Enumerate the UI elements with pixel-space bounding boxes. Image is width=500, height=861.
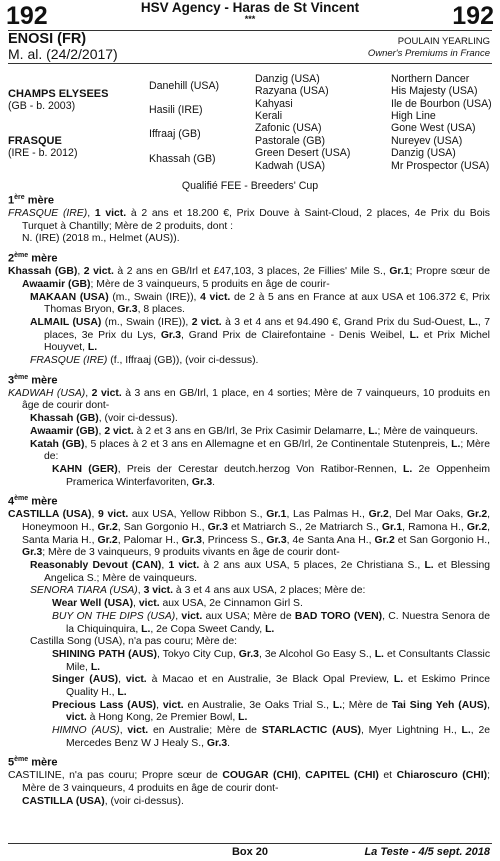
produce-khassah: Khassah (GB), (voir ci-dessus). <box>30 413 178 425</box>
produce-castilla-song: Castilla Song (USA), n'a pas couru; Mère de: <box>30 636 238 648</box>
produce-singer: Singer (AUS), vict. à Macao et en Australie, 3e Black Opal Preview, L. et Eskimo Prince Quality H., L. <box>52 674 491 698</box>
pedigree-gen4: Danzig (USA) <box>391 147 456 159</box>
pedigree-sire-info: (GB - b. 2003) <box>8 100 76 112</box>
consignor-name: HSV Agency - Haras de St Vincent <box>140 0 360 15</box>
produce-awaamir: Awaamir (GB), 2 vict. à 2 et 3 ans en GB/Irl, 3e Prix Casimir Delamarre, L.; Mère de vainqueurs. <box>30 425 478 437</box>
produce-makaan: MAKAAN (USA) (m., Swain (IRE)), 4 vict. de 2 à 5 ans en France at aux USA et 106.372 €, Prix Thomas Bryon, Gr.3, 8 places. <box>30 291 490 316</box>
produce-katah: Katah (GB), 5 places à 2 et 3 ans en Allemagne et en GB/Irl, 2e Continentale Stutenpreis, L.; Mère de: <box>30 438 491 463</box>
produce-reasonably-devout: Reasonably Devout (CAN), 1 vict. à 2 ans aux USA, 5 places, 2e Christiana S., L. et Blessing Angelica S.; Mère de vainqueurs. <box>30 560 491 584</box>
pedigree-gen3: Razyana (USA) <box>255 85 329 97</box>
consignor-stars: *** <box>244 14 256 25</box>
pedigree-gen4: Mr Prospector (USA) <box>391 160 490 172</box>
lot-number-right: 192 <box>452 2 494 30</box>
pedigree-gen4: Gone West (USA) <box>391 122 476 134</box>
first-dam-title: 1ère mère <box>8 194 54 207</box>
produce-frasque: FRASQUE (IRE) (f., Iffraaj (GB)), (voir ci-dessus). <box>30 355 259 366</box>
box-number: Box 20 <box>231 845 269 858</box>
pedigree-top-rule <box>8 63 492 64</box>
pedigree-gen4: Ile de Bourbon (USA) <box>391 98 492 110</box>
produce-shining-path: SHINING PATH (AUS), Tokyo City Cup, Gr.3, 3e Alcohol Go Easy S., L. et Consultants Classic Mile, L. <box>52 648 491 673</box>
pedigree-dam: FRASQUE <box>8 135 62 147</box>
first-dam-text: FRASQUE (IRE), 1 vict. à 2 ans et 18.200 €, Prix Douve à Saint-Cloud, 2 places, 4e Prix du Bois Turquet à Chantilly; Mère de 2 produits, dont : N. (IRE) (2018 m., Helmet (AUS)). <box>8 208 490 245</box>
pedigree-gen3: Kadwah (USA) <box>255 160 326 172</box>
premiums-note: Owner's Premiums in France <box>367 48 490 59</box>
produce-precious-lass: Precious Lass (AUS), vict. en Australie, 3e Oaks Trial S., L.; Mère de Tai Sing Yeh (AUS), vict. à Hong Kong, 2e Premier Bowl, L. <box>52 699 490 724</box>
horse-name: ENOSI (FR) <box>8 31 87 47</box>
produce-buy-on-the-dips: BUY ON THE DIPS (USA), vict. aux USA; Mère de BAD TORO (VEN), C. Nuestra Senora de la Chiquinquira, L., 2e Copa Sweet Candy, L. <box>52 610 490 635</box>
lot-number-left: 192 <box>6 2 48 30</box>
fifth-dam-text: CASTILINE, n'a pas couru; Propre sœur de COUGAR (CHI), CAPITEL (CHI) et Chiaroscuro (CHI); Mère de 3 vainqueurs, 4 produits en âge de courir dont- CASTILLA (USA), (voir ci-dessus). <box>8 770 491 807</box>
produce-wear-well: Wear Well (USA), vict. aux USA, 2e Cinnamon Girl S. <box>52 598 303 610</box>
pedigree-gen4: Northern Dancer <box>391 73 470 85</box>
pedigree-gen2: Hasili (IRE) <box>149 104 203 116</box>
fourth-dam-text: CASTILLA (USA), 9 vict. aux USA, Yellow Ribbon S., Gr.1, Las Palmas H., Gr.2, Del Mar Oaks, Gr.2, Honeymoon H., Gr.2, San Gorgonio H., Gr.3 et Matriarch S., 2e Matriarch S., Gr.1, Ramona H., Gr.2, Santa Maria H., Gr.2, Palomar H., Gr.3, Princess S., Gr.3, 4e Santa Ana H., Gr.2 et San Gorgonio H., Gr.3; Mère de 3 vainqueurs, 9 produits vivants en âge de courir dont- <box>8 509 490 559</box>
pedigree-gen4: His Majesty (USA) <box>391 85 478 97</box>
pedigree-gen3: Green Desert (USA) <box>255 147 351 159</box>
catalogue-body <box>8 194 490 809</box>
pedigree-gen2: Khassah (GB) <box>149 153 216 165</box>
fourth-dam-title: 4ème mère <box>8 495 58 508</box>
third-dam-text: KADWAH (USA), 2 vict. à 3 ans en GB/Irl, 1 place, en 4 sorties; Mère de 7 vainqueurs, 10 produits en âge de courir dont- <box>8 387 490 412</box>
third-dam-title: 3ème mère <box>8 373 58 387</box>
pedigree-gen3: Danzig (USA) <box>255 73 320 85</box>
pedigree-dam-info: (IRE - b. 2012) <box>8 147 78 159</box>
horse-category: POULAIN YEARLING <box>397 36 490 47</box>
pedigree-gen3: Zafonic (USA) <box>255 122 322 134</box>
qualification-note: Qualifié FEE - Breeders' Cup <box>181 180 319 192</box>
produce-kahn: KAHN (GER), Preis der Cerestar deutch.herzog Von Ratibor-Rennen, L. 2e Oppenheim Pramerica Winterfavoriten, Gr.3. <box>52 463 490 488</box>
pedigree-gen2: Danehill (USA) <box>149 80 220 92</box>
pedigree-gen3: Pastorale (GB) <box>255 135 326 147</box>
consignor-header <box>0 1 500 25</box>
fifth-dam-title: 5ème mère <box>8 756 58 770</box>
pedigree-gen2: Iffraaj (GB) <box>149 128 201 140</box>
footer-rule <box>8 843 492 844</box>
produce-almail: ALMAIL (USA) (m., Swain (IRE)), 2 vict. à 3 et 4 ans et 94.490 €, Grand Prix du Sud-Ouest, L., 7 places, 3e Prix du Lys, Gr.3, Grand Prix de Clairefontaine - Denis Weibel, L. et Prix Michel Houyvet, L. <box>30 316 490 354</box>
pedigree-gen4: Nureyev (USA) <box>391 135 463 147</box>
pedigree-sire: CHAMPS ELYSEES <box>8 88 109 100</box>
second-dam-title: 2ème mère <box>8 252 58 265</box>
sale-info: La Teste - 4/5 sept. 2018 <box>364 845 490 858</box>
horse-dob: M. al. (24/2/2017) <box>8 46 118 62</box>
pedigree-gen3: Kerali <box>255 110 283 122</box>
produce-himno: HIMNO (AUS), vict. en Australie; Mère de STARLACTIC (AUS), Myer Lightning H., L., 2e Mercedes Benz W J Healy S., Gr.3. <box>52 725 491 749</box>
pedigree-gen4: High Line <box>391 110 436 122</box>
pedigree-gen3: Kahyasi <box>255 98 293 110</box>
produce-senora-tiara: SENORA TIARA (USA), 3 vict. à 3 et 4 ans aux USA, 2 places; Mère de: <box>30 585 366 597</box>
second-dam-text: Khassah (GB), 2 vict. à 2 ans en GB/Irl et £47,103, 3 places, 2e Fillies' Mile S., Gr.1; Propre sœur de Awaamir (GB); Mère de 3 vainqueurs, 5 produits en âge de courir- <box>8 266 490 290</box>
